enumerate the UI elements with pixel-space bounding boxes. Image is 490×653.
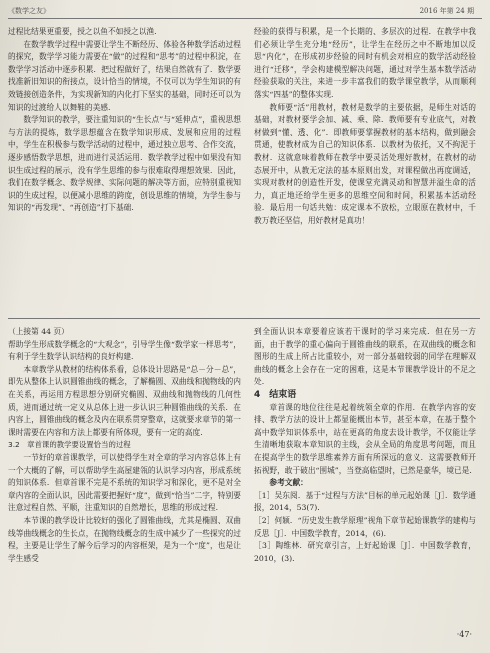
issue-label: 2016 年第 24 期 [419,7,474,15]
reference-item: ［3］陶维林．研究章引言，上好起始课［J］．中国数学教育，2010，(3)． [254,541,476,563]
paragraph: 教师要“活”用教材，教材是数学的主要依据，是师生对话的基础，对教材要学会加、减、乘、除．教师要有专业底气，对教材做到“懂、透、化”．即教师要掌握教材的基本结构，做到融会贯通，使教材成为自己的知识体系．以教材为依托，又不拘泥于教材．这就意味着教师在教学中要灵活处理好教材，在教材的动态展开中，从教无定法的基本原则出发，对课程做出再度调适，实现对教材的创造性开发，使课堂充满灵动和智慧并溢生命的活力，真正地还给学生更多的思维空间和时间，积累基本活动经验．最后用一句话共勉：成定课本不放松，立眼原在教材中，千教万教还坚信，用好教材是真功！ [254,102,476,225]
section-divider [8,318,480,319]
paragraph: 在数学教学过程中需要让学生不断经历、体验各种数学活动过程的探究，数学学习能力需要在“做”的过程和“思考”的过程中积淀，在数学学习活动中逐步积累．把过程做好了，结果自然就有了．数学要找准新旧知识的衔接点，设计恰当的情境，不仅可以为学生知识的有效链接创造条件，为实现新知的内化打下坚实的基础，同时还可以为知识的过渡给人以舞鞋的美感. [8,39,241,112]
paragraph: 数学知识的教学，要注重知识的“生长点”与“延伸点”，重视思想与方法的提炼，数学思想蕴含在数学知识形成、发展和应用的过程中，学生在积极参与数学活动的过程中，通过独立思考、合作交流，逐步感悟数学思想，进而进行灵活运用．数学教学过程中如果没有知识生成过程的展示，没有学生思维的参与很难取得理想效果．因此，我们在数学概念、数学规律、实际问题的解决等方面，应特别重视知识的生成过程，以便减小思维的跨度，创设思维的情境，为学生参与知识的“再发现”、“再创造”打下基础. [8,115,241,213]
page-number: ·47· [456,630,472,639]
top-right-column [254,26,476,311]
top-left-column [8,26,241,311]
bottom-left-column [8,326,241,646]
reference-item: ［1］吴东阅．基于“过程与方法”目标的单元起始课［J］．数学通报，2014，53(7)． [254,490,476,513]
paragraph: 到全面认识本章要着应该若干课时的学习来完成．但在另一方面，由于教学的重心偏向于圆锥曲线的联系，在双曲线的概念和图形的生成上所占比重较小，对一部分基础较弱的同学在理解双曲线的概念上会存在一定的困难，这是本节课教学设计的不足之处. [254,327,476,387]
section-heading: 4 结束语 [254,389,297,400]
paragraph: 过程比结果更重要，授之以鱼不如授之以渔. [8,27,157,36]
paragraph: 一节好的章首课教学，可以使得学生对全章的学习内容总体上有一个大概的了解，可以帮助学生高屋建瓴的认识学习内容，形成系统的知识体系．但章首课不完是不系统的知识学习和深化，更不是对全章内容的全面认识，因此需要把握好“度”，做到“恰当”二字，特别要注意过程自然、平顺，注重知识的自然增长，思维的形成过程. [8,452,241,513]
paragraph: 本节课的教学设计比较好的强化了圆锥曲线，尤其是椭圆、双曲线等曲线概念的生长点，在抛物线概念的生成中减少了一些探究的过程，主要是让学生了解今后学习的内容框架，是为一个“度”，也是让学生感受 [8,515,241,563]
reference-item: ［2］何颖．“历史发生教学原理”视角下章节起始课教学的建构与反思［J］．中国数学教育，2014，(6)． [254,515,476,538]
paragraph: 本章教学从教材的结构体系看，总体设计思路是“总－分－总”，即先从整体上认识圆锥曲线的概念，了解椭圆、双曲线和抛物线的内在关系，再运用方程思想分别研究椭圆、双曲线和抛物线的几何性质，进而通过统一定义从总体上进一步认识三种圆锥曲线的关系．在内容上，圆锥曲线的概念及内在联系贯穿整章，这就要求章节的第一课时需要在内容和方法上都要有所体现，要有一定的高度. [8,364,241,437]
page-header [8,4,482,19]
bottom-right-column [254,326,476,626]
paragraph: 章首课的地位往往是起着统领全章的作用．在教学内容的安排、教学方法的设计上都显能概出本节，甚至本章，在基于整个高中数学知识体系中，站在更高的角度去设计教学，不仅能让学生清晰地获取本章知识的主线，会从全局的角度思考问题，而且在提高学生的数学思维素养方面有所深远的意义．这需要教师开拓视野，敢于破出“围城”，当登高临望时，已然是豪华，境已是. [254,402,476,475]
paragraph: 经验的获得与积累，是一个长期的、多层次的过程．在教学中我们必须让学生充分地“经历”，让学生在经历之中不断地加以反思“内化”，在形成初步经验的同时有机会对相应的数学活动经验进行“迁移”，学会构建模型解决问题，通过对学生基本数学活动经验获取的关注，来进一步丰富我们的数学课堂教学，从而顺利落实“四基”的整体实现. [254,27,476,99]
journal-name: 《数学之友》 [8,7,50,15]
continuation-label: （上接第 44 页） [8,327,69,336]
references-heading: 参考文献： [269,478,308,488]
paragraph: 帮助学生形成数学概念的“大观念”，引导学生像“数学家一样思考”，有利于学生数学认识结构的良好构建. [8,339,241,362]
subsection-heading: 3.2 章首课的教学要设置恰当的过程 [8,440,131,450]
